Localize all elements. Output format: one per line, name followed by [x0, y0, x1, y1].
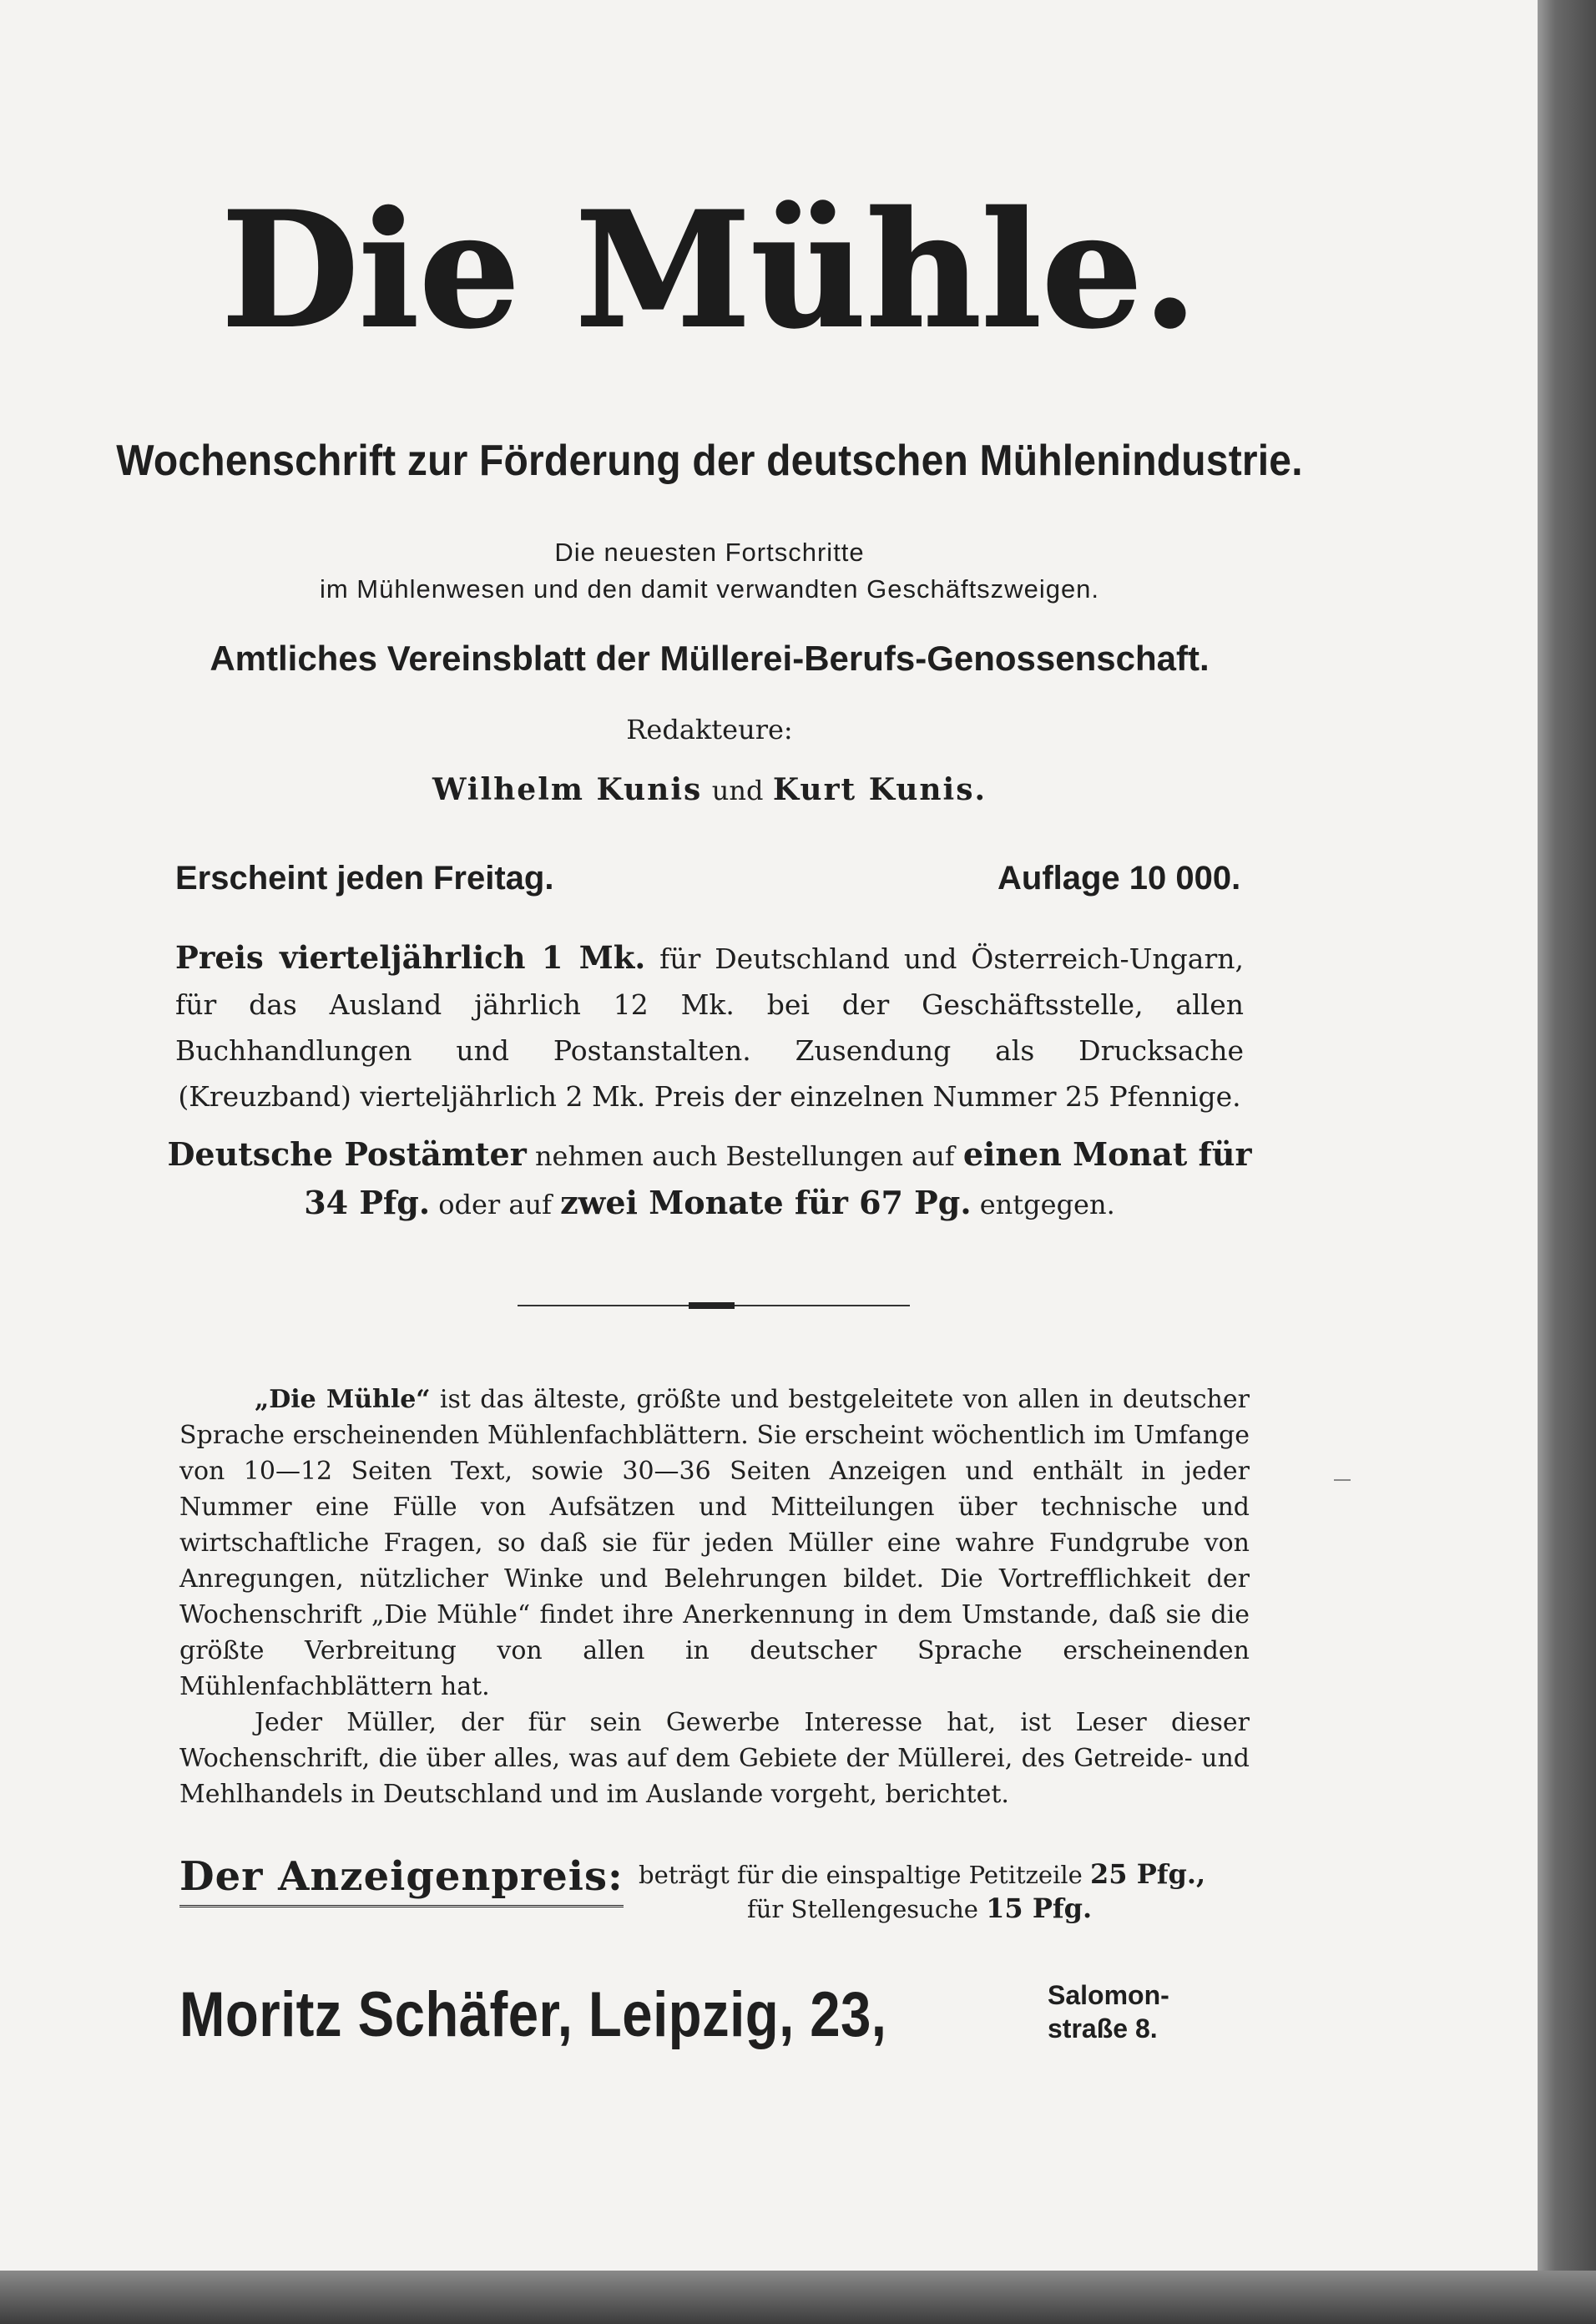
- book-binding-edge: [1538, 0, 1596, 2324]
- editor-name-2: Kurt Kunis.: [772, 772, 987, 807]
- ad-rate-label: Der Anzeigenpreis:: [179, 1853, 624, 1907]
- masthead: [0, 179, 1419, 371]
- ad-rate-t1: beträgt für die einspaltige Petitzeile: [639, 1861, 1083, 1889]
- subtitle: Wochenschrift zur Förderung der deutschen Mühlenindustrie.: [116, 437, 1303, 486]
- description-para-2: Jeder Müller, der für sein Gewerbe Interesse hat, ist Leser dieser Wochenschrift, die über alles, was auf dem Gebiete der Müllerei, des Getreide- und Mehlhandels in Deutschland und im Auslande vorgeht, berichtet.: [179, 1708, 1250, 1809]
- official-gazette: Amtliches Vereinsblatt der Müllerei-Berufs-Genossenschaft.: [210, 639, 1210, 678]
- publisher-street-1: Salomon-: [1048, 1980, 1169, 2010]
- page-bottom-edge: [0, 2271, 1596, 2324]
- description-lead: „Die Mühle“: [255, 1385, 431, 1414]
- ad-rate-line-1: [639, 1857, 1205, 1892]
- ad-rate-line-2: [639, 1892, 1205, 1926]
- tagline-line1: Die neuesten Fortschritte: [554, 538, 865, 567]
- separator-mark: [689, 1302, 735, 1309]
- masthead-title: [221, 177, 1198, 371]
- ad-rate-t2: für Stellengesuche: [747, 1895, 978, 1923]
- editor-name-1: Wilhelm Kunis: [432, 772, 703, 807]
- postal-orders: [167, 1131, 1252, 1228]
- postal-p6: entgegen.: [979, 1189, 1115, 1220]
- tagline-line2: im Mühlenwesen und den damit verwandten Geschäftszweigen.: [319, 574, 1100, 604]
- ad-rate-text: [639, 1857, 1205, 1926]
- editors: [0, 772, 1419, 807]
- editors-and: und: [711, 775, 764, 806]
- publisher-name: Moritz Schäfer, Leipzig, 23,: [179, 1979, 887, 2050]
- ad-rate-v2: 15 Pfg.: [986, 1892, 1093, 1924]
- pricing-block: [175, 935, 1244, 1119]
- ad-rate-v1: 25 Pfg.,: [1090, 1858, 1206, 1890]
- description-para1-text: ist das älteste, größte und bestgeleitete von allen in deutscher Sprache erscheinenden Mühlenfachblättern. Sie erscheint wöchentlich im Umfange von 10—12 Seiten Text, sowie 30—36 Seiten Anzeigen und enthält in jeder Nummer eine Fülle von Aufsätzen und Mitteilungen über technische und wirtschaftliche Fragen, so daß sie für jeden Müller eine wahre Fundgrube von Anregungen, nützlicher Winke und Belehrungen bildet. Die Vortrefflichkeit der Wochenschrift „Die Mühle“ findet ihre Anerkennung in dem Umstande, daß sie die größte Verbreitung von allen in deutscher Sprache erscheinenden Mühlenfachblättern hat.: [179, 1385, 1250, 1701]
- postal-p2: nehmen auch Bestellungen auf: [534, 1140, 955, 1172]
- circulation: Auflage 10 000.: [998, 860, 1241, 897]
- publisher-address: [1048, 1978, 1169, 2045]
- postal-p1: Deutsche Postämter: [167, 1135, 527, 1173]
- description-text: [179, 1382, 1250, 1812]
- separator-rule: [518, 1302, 910, 1309]
- publisher-street-2: straße 8.: [1048, 2013, 1158, 2044]
- editors-label: Redakteure:: [626, 714, 793, 745]
- postal-p4: oder auf: [438, 1189, 552, 1220]
- margin-mark: [1334, 1479, 1351, 1481]
- pricing-lead: Preis vierteljährlich 1 Mk.: [175, 939, 646, 976]
- masthead-title-text: Die Mühle.: [221, 177, 1198, 363]
- publication-schedule: Erscheint jeden Freitag.: [175, 860, 554, 897]
- pricing-text: für Deutschland und Österreich-Ungarn, für das Ausland jährlich 12 Mk. bei der Geschäftsstelle, allen Buchhandlungen und Postanstalten. Zusendung als Drucksache (Kreuzband) vierteljährlich 2 Mk. Preis der einzelnen Nummer 25 Pfennige.: [175, 942, 1244, 1113]
- postal-p5: zwei Monate für 67 Pg.: [560, 1184, 972, 1221]
- tagline: [0, 534, 1419, 608]
- postal-p3: einen Monat für 34 Pfg.: [304, 1135, 1252, 1221]
- description-para-1: [179, 1382, 1250, 1705]
